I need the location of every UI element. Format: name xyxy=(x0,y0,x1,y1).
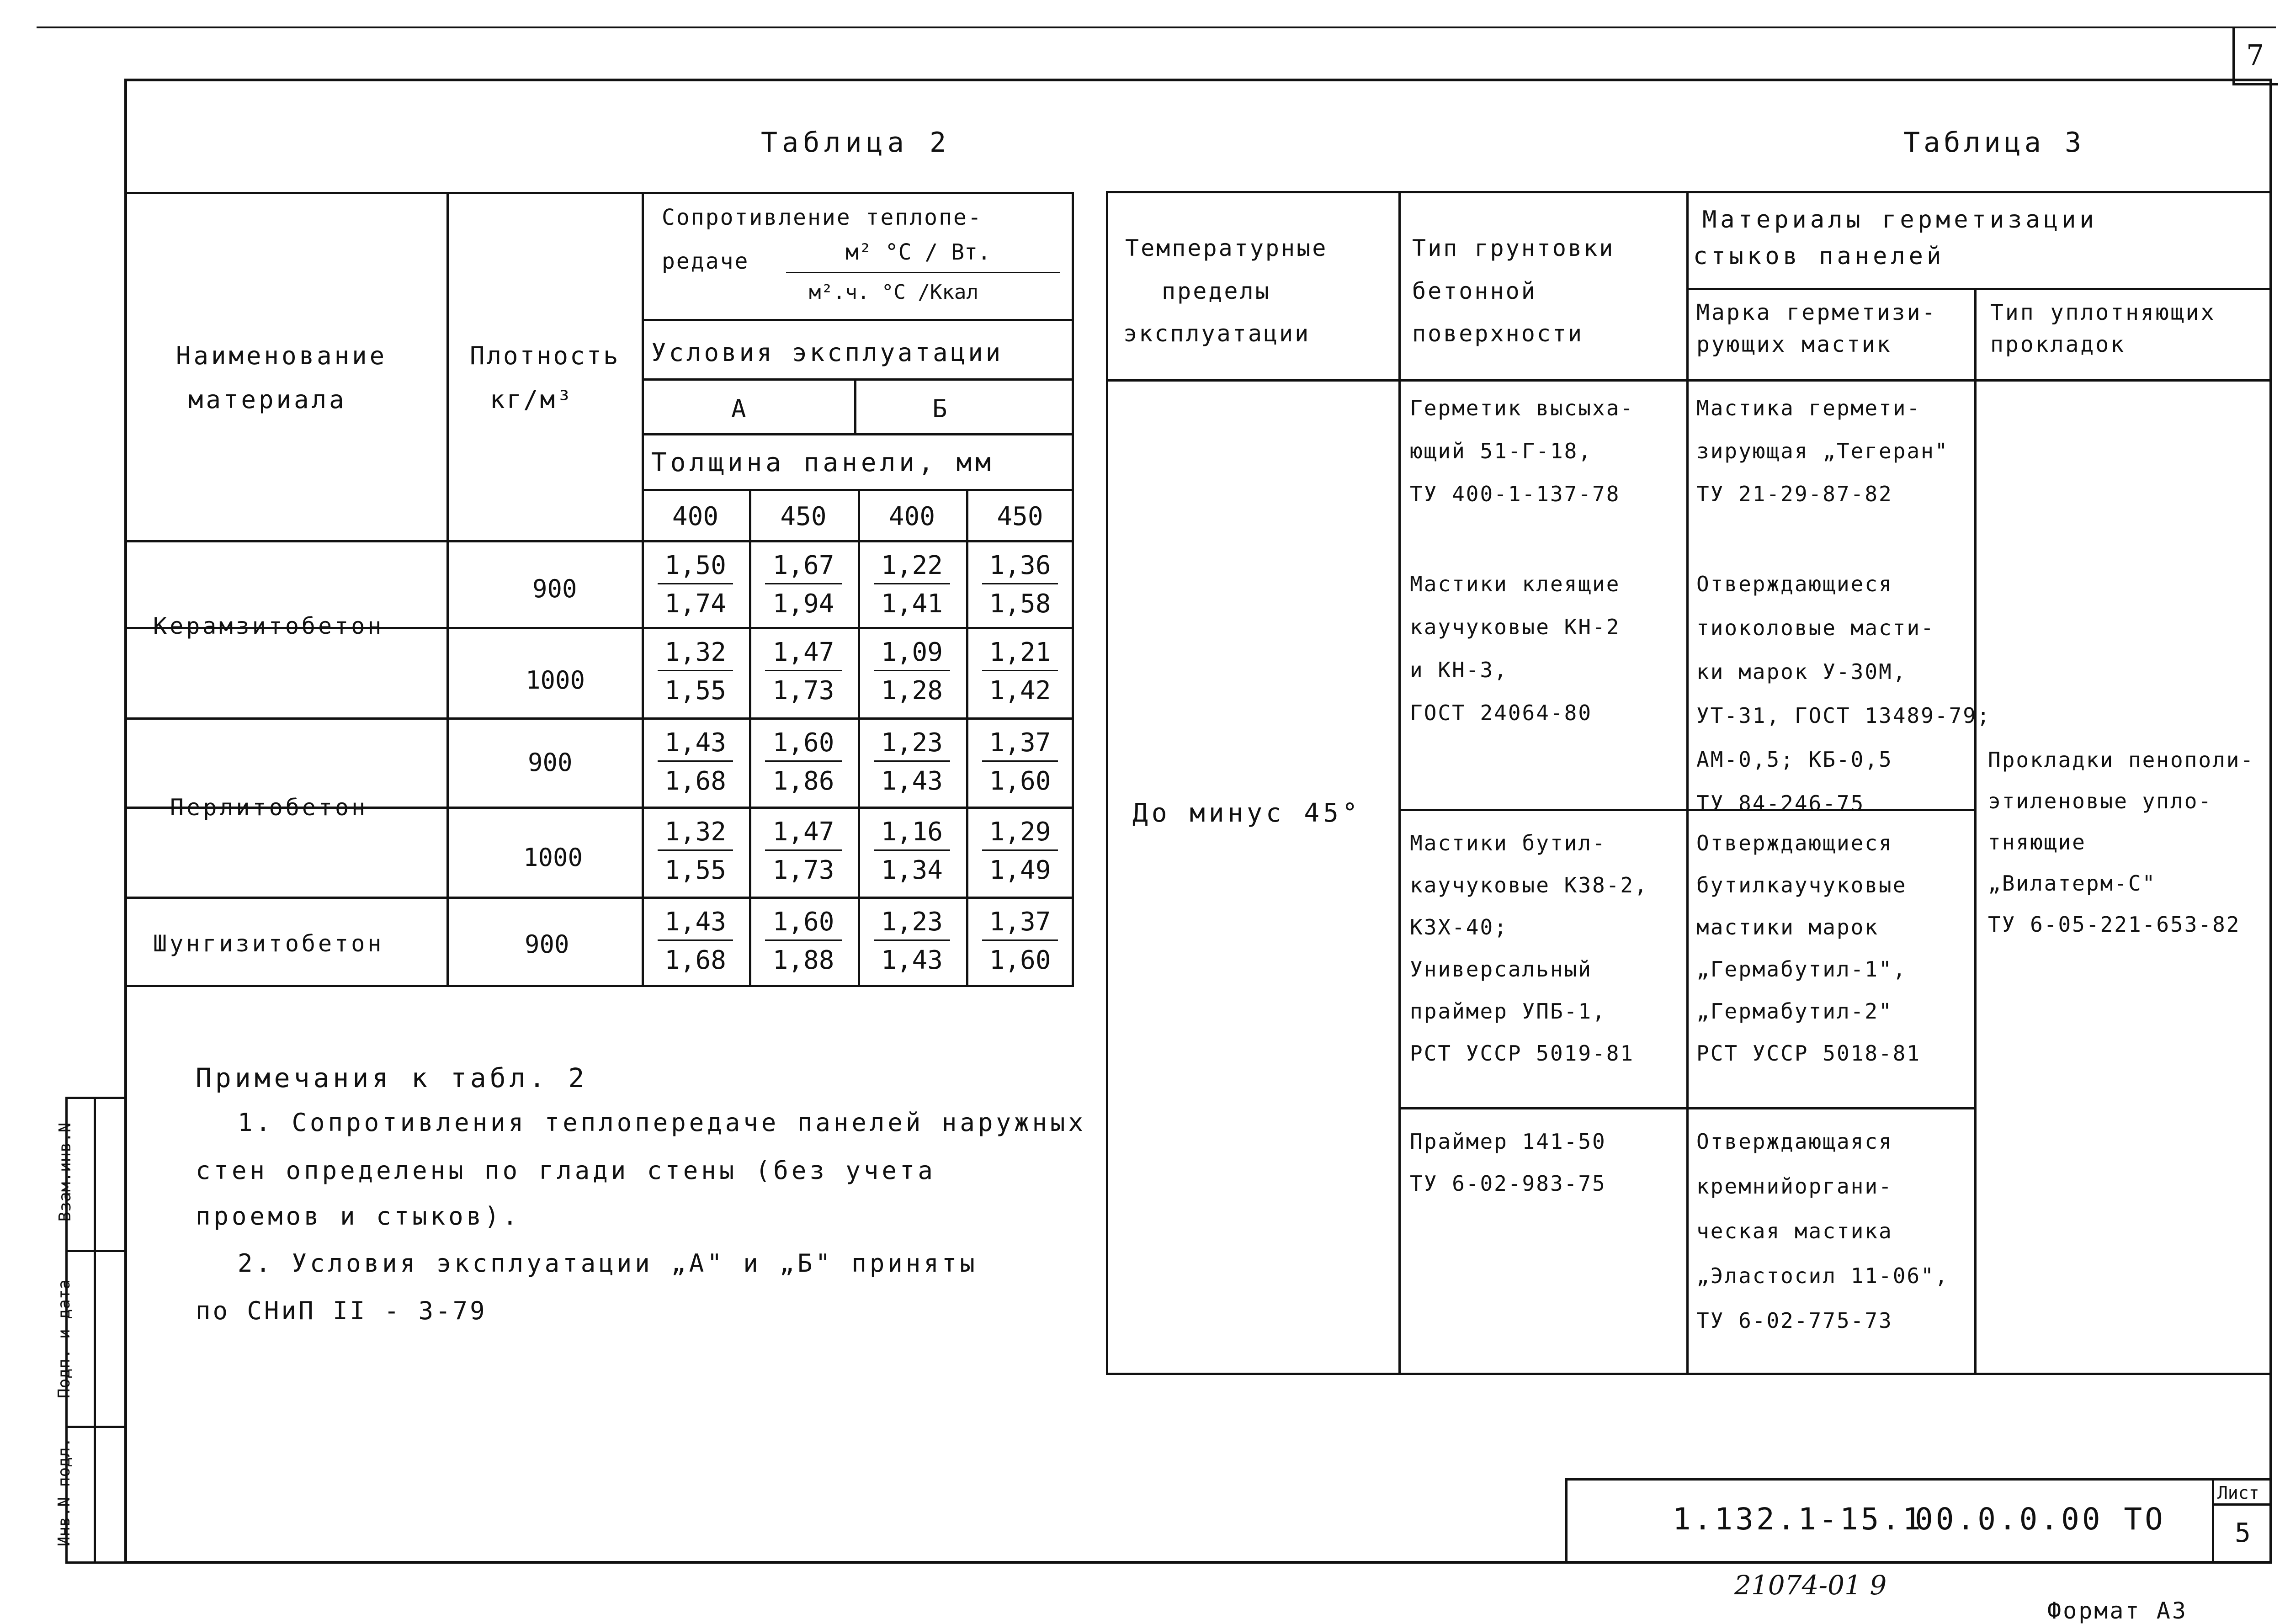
t3-primer-3-line: РСТ УССР 5019-81 xyxy=(1410,1041,1635,1066)
top-rule xyxy=(37,27,2276,28)
value-cell-top: 1,36 xyxy=(989,551,1051,580)
side-sign-date: Подп. и дата xyxy=(55,1279,74,1399)
doc-code: 1.132.1-15.1 xyxy=(1673,1502,1924,1537)
t3-primer-1-line: ТУ 400-1-137-78 xyxy=(1410,482,1621,506)
t3-mastic-4-line: кремнийоргани- xyxy=(1696,1174,1893,1199)
value-cell-top: 1,37 xyxy=(989,907,1051,937)
t2-material-shungizit: Шунгизитобетон xyxy=(153,930,384,957)
fraction-line xyxy=(765,670,842,671)
t3-mastic-3-line: мастики марок xyxy=(1696,915,1879,939)
t3-primer-4-line: Праймер 141-50 xyxy=(1410,1129,1606,1154)
value-cell-bottom: 1,60 xyxy=(989,766,1051,796)
t2-density-r4: 1000 xyxy=(523,843,583,872)
t2-unit-top: м² °С / Вт. xyxy=(845,239,991,265)
value-cell-bottom: 1,49 xyxy=(989,855,1051,885)
notes-line-2: стен определены по глади стены (без учета xyxy=(196,1156,936,1185)
fraction-line xyxy=(982,849,1058,851)
fraction-line xyxy=(658,583,733,584)
fraction-line xyxy=(982,760,1058,762)
t2-thickness-4: 450 xyxy=(997,502,1043,531)
t3-mastic-2-line: тиоколовые масти- xyxy=(1696,616,1935,640)
value-cell-bottom: 1,55 xyxy=(664,676,726,706)
t3-temp-value: До минус 45° xyxy=(1132,798,1361,828)
t3-mastic-4-line: ческая мастика xyxy=(1696,1219,1893,1243)
value-cell-bottom: 1,68 xyxy=(664,945,726,975)
t3-col-primer-1: Тип грунтовки xyxy=(1412,235,1615,261)
value-cell-bottom: 1,34 xyxy=(881,855,943,885)
fraction-line xyxy=(982,583,1058,584)
t2-density-r1: 900 xyxy=(532,574,577,603)
t3-gasket-line: „Вилатерм-С" xyxy=(1988,871,2157,896)
t2-unit-fraction-line xyxy=(786,272,1060,273)
t3-primer-3-line: Универсальный xyxy=(1410,957,1593,982)
fraction-line xyxy=(982,670,1058,671)
t3-mastic-2-line: УТ-31, ГОСТ 13489-79; xyxy=(1696,703,1991,728)
notes-line-4: 2. Условия эксплуатации „А" и „Б" приняты xyxy=(238,1249,978,1278)
title-block-sheet-rule xyxy=(2212,1503,2272,1506)
value-cell-bottom: 1,94 xyxy=(772,589,834,619)
value-cell-bottom: 1,58 xyxy=(989,589,1051,619)
sheet-label: Лист xyxy=(2217,1483,2259,1503)
t3-col-mastic-2: рующих мастик xyxy=(1696,332,1892,357)
fraction-line xyxy=(658,670,733,671)
t3-mastic-2-line: ки марок У-30М, xyxy=(1696,659,1907,684)
fraction-line xyxy=(658,760,733,762)
t2-density-r2: 1000 xyxy=(526,666,585,695)
fraction-line xyxy=(765,849,842,851)
t2-col-density-1: Плотность xyxy=(470,341,620,370)
t2-material-perlit: Перлитобетон xyxy=(170,794,368,821)
value-cell-top: 1,60 xyxy=(772,907,834,937)
side-replace-inv: Взам.инв.N xyxy=(56,1122,74,1222)
fraction-line xyxy=(765,939,842,941)
fraction-line xyxy=(874,583,950,584)
fraction-line xyxy=(982,939,1058,941)
t2-thickness-2: 450 xyxy=(780,502,827,531)
t3-mastic-3-line: РСТ УССР 5018-81 xyxy=(1696,1041,1921,1066)
value-cell-bottom: 1,42 xyxy=(989,676,1051,706)
title-block-divider xyxy=(2212,1478,2214,1564)
sheet-number: 5 xyxy=(2235,1517,2251,1548)
notes-line-1: 1. Сопротивления теплопередаче панелей наружных xyxy=(238,1108,1087,1137)
value-cell-top: 1,22 xyxy=(881,551,943,580)
t3-gasket-line: Прокладки пенополи- xyxy=(1988,748,2255,772)
t3-primer-1-line: ющий 51-Г-18, xyxy=(1410,439,1593,463)
t3-primer-4-line: ТУ 6-02-983-75 xyxy=(1410,1171,1606,1196)
t3-primer-2-line: каучуковые КН-2 xyxy=(1410,615,1621,639)
value-cell-bottom: 1,43 xyxy=(881,766,943,796)
t3-mastic-4-line: Отверждающаяся xyxy=(1696,1129,1893,1154)
fraction-line xyxy=(658,849,733,851)
value-cell-top: 1,50 xyxy=(664,551,726,580)
side-inv-no: Инв.N подл. xyxy=(55,1437,74,1547)
t3-mastic-1-line: зирующая „Тегеран" xyxy=(1696,439,1949,463)
notes-line-5: по СНиП II - 3-79 xyxy=(196,1296,487,1325)
t3-primer-2-line: Мастики клеящие xyxy=(1410,572,1621,596)
t3-primer-3-line: Мастики бутил- xyxy=(1410,831,1606,855)
t2-col-resistance-2: редаче xyxy=(662,249,749,274)
t3-mastic-3-line: Отверждающиеся xyxy=(1696,831,1893,855)
value-cell-top: 1,47 xyxy=(772,637,834,667)
value-cell-top: 1,23 xyxy=(881,728,943,758)
t3-col-temp-3: эксплуатации xyxy=(1123,320,1311,347)
t3-primer-3-line: праймер УПБ-1, xyxy=(1410,999,1606,1024)
t2-col-density-2: кг/м³ xyxy=(490,385,574,414)
t2-conditions: Условия эксплуатации xyxy=(651,338,1004,367)
t3-mastic-4-line: „Эластосил 11-06", xyxy=(1696,1263,1949,1288)
value-cell-bottom: 1,41 xyxy=(881,589,943,619)
format-label: Формат А3 xyxy=(2047,1597,2188,1624)
t3-mastic-1-line: Мастика гермети- xyxy=(1696,396,1921,420)
fraction-line xyxy=(874,670,950,671)
value-cell-top: 1,43 xyxy=(664,907,726,937)
t2-unit-bottom: м².ч. °С /Ккал xyxy=(809,281,978,304)
value-cell-bottom: 1,73 xyxy=(772,676,834,706)
value-cell-top: 1,67 xyxy=(772,551,834,580)
t2-col-material-2: материала xyxy=(188,385,347,414)
t2-cond-a: А xyxy=(731,394,746,423)
fraction-line xyxy=(658,939,733,941)
t3-gasket-line: тняющие xyxy=(1988,830,2086,854)
t3-mastic-4-line: ТУ 6-02-775-73 xyxy=(1696,1308,1893,1333)
value-cell-top: 1,23 xyxy=(881,907,943,937)
t2-thickness-3: 400 xyxy=(888,502,935,531)
handwritten-number: 21074-01 9 xyxy=(1734,1570,1887,1601)
value-cell-bottom: 1,68 xyxy=(664,766,726,796)
t3-col-temp-1: Температурные xyxy=(1125,235,1328,261)
t3-primer-1-line: Герметик высыха- xyxy=(1410,396,1635,420)
t2-density-r5: 900 xyxy=(525,930,569,959)
t2-cond-b: Б xyxy=(932,394,947,423)
t3-col-materials-1: Материалы герметизации xyxy=(1702,206,2098,234)
value-cell-top: 1,60 xyxy=(772,728,834,758)
t3-mastic-3-line: „Гермабутил-2" xyxy=(1696,999,1893,1024)
fraction-line xyxy=(765,760,842,762)
t3-mastic-2-line: Отверждающиеся xyxy=(1696,572,1893,596)
t3-col-temp-2: пределы xyxy=(1162,278,1271,304)
value-cell-bottom: 1,55 xyxy=(664,855,726,885)
table2-title: Таблица 2 xyxy=(761,127,951,159)
table3-title: Таблица 3 xyxy=(1903,127,2085,159)
t3-gasket-line: ТУ 6-05-221-653-82 xyxy=(1988,912,2241,937)
value-cell-bottom: 1,74 xyxy=(664,589,726,619)
value-cell-bottom: 1,73 xyxy=(772,855,834,885)
t3-col-primer-3: поверхности xyxy=(1412,320,1584,347)
t2-material-keramzit: Керамзитобетон xyxy=(153,613,384,639)
value-cell-top: 1,32 xyxy=(664,817,726,847)
t2-col-material-1: Наименование xyxy=(176,341,388,370)
t3-mastic-3-line: бутилкаучуковые xyxy=(1696,873,1907,897)
t3-primer-3-line: каучуковые К38-2, xyxy=(1410,873,1648,897)
t3-primer-2-line: ГОСТ 24064-80 xyxy=(1410,701,1593,725)
table3 xyxy=(1106,191,2272,1377)
value-cell-bottom: 1,43 xyxy=(881,945,943,975)
fraction-line xyxy=(765,583,842,584)
page-number: 7 xyxy=(2246,38,2264,72)
value-cell-top: 1,29 xyxy=(989,817,1051,847)
t3-mastic-2-line: АМ-0,5; КБ-0,5 xyxy=(1696,747,1893,772)
t2-density-r3: 900 xyxy=(528,748,573,777)
t3-col-gasket-1: Тип уплотняющих xyxy=(1990,300,2216,325)
value-cell-bottom: 1,86 xyxy=(772,766,834,796)
t3-col-mastic-1: Марка герметизи- xyxy=(1696,300,1937,325)
t3-primer-3-line: К3Х-40; xyxy=(1410,915,1508,939)
value-cell-bottom: 1,28 xyxy=(881,676,943,706)
value-cell-top: 1,21 xyxy=(989,637,1051,667)
notes-line-3: проемов и стыков). xyxy=(196,1202,521,1231)
value-cell-bottom: 1,60 xyxy=(989,945,1051,975)
value-cell-top: 1,47 xyxy=(772,817,834,847)
notes-title: Примечания к табл. 2 xyxy=(196,1062,588,1093)
t3-col-gasket-2: прокладок xyxy=(1990,332,2126,357)
fraction-line xyxy=(874,849,950,851)
value-cell-top: 1,16 xyxy=(881,817,943,847)
value-cell-top: 1,43 xyxy=(664,728,726,758)
t3-gasket-line: этиленовые уплo- xyxy=(1988,789,2213,813)
t2-col-resistance-1: Сопротивление теплопе- xyxy=(662,205,983,230)
t3-primer-2-line: и КН-3, xyxy=(1410,658,1508,682)
value-cell-top: 1,37 xyxy=(989,728,1051,758)
fraction-line xyxy=(874,760,950,762)
t3-col-materials-2: стыков панелей xyxy=(1693,243,1945,270)
t2-thickness-1: 400 xyxy=(672,502,719,531)
fraction-line xyxy=(874,939,950,941)
t3-mastic-2-line: ТУ 84-246-75 xyxy=(1696,791,1865,816)
value-cell-top: 1,09 xyxy=(881,637,943,667)
t3-mastic-3-line: „Гермабутил-1", xyxy=(1696,957,1907,982)
t3-mastic-1-line: ТУ 21-29-87-82 xyxy=(1696,482,1893,506)
side-stamp-divider xyxy=(94,1097,96,1564)
value-cell-bottom: 1,88 xyxy=(772,945,834,975)
t2-thickness: Толщина панели, мм xyxy=(651,448,994,478)
doc-code-2: 00.0.0.00 ТО xyxy=(1915,1502,2166,1537)
t3-col-primer-2: бетонной xyxy=(1412,278,1537,304)
value-cell-top: 1,32 xyxy=(664,637,726,667)
